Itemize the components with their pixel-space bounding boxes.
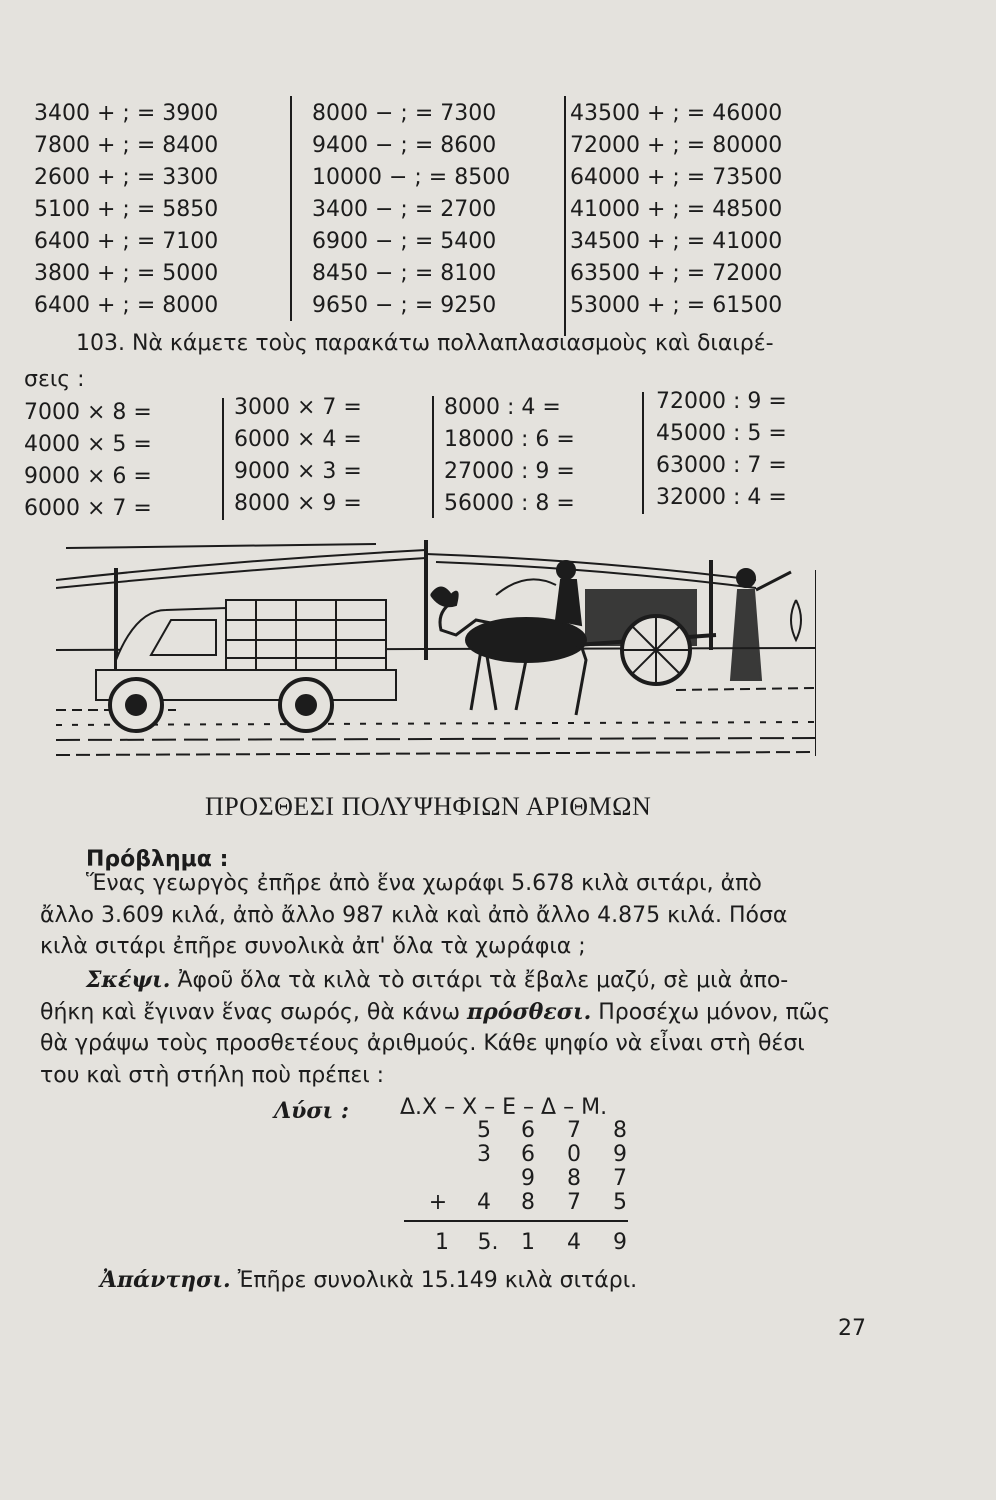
answer-line	[100, 1264, 637, 1297]
exercise-103-instruction-cont: σεις :	[24, 367, 85, 392]
exercise-col-1	[34, 98, 218, 322]
exercise-103-col-1	[24, 397, 152, 525]
exercise-col-3	[570, 98, 782, 322]
digit: 9	[613, 1230, 627, 1255]
exercise-row: 3000 × 7 =	[234, 395, 362, 420]
exercise-103-instruction: 103. Νὰ κάμετε τοὺς παρακάτω πολλαπλασιασμοὺς καὶ διαιρέ-	[76, 331, 774, 356]
thinking-text: Ἀφοῦ ὅλα τὰ κιλὰ τὸ σιτάρι τὰ ἔβαλε μαζύ, σὲ μιὰ ἀπο-	[177, 968, 789, 993]
exercise-row: 10000 − ; = 8500	[312, 165, 511, 190]
thinking-line-4: του καὶ στὴ στήλη ποὺ πρέπει :	[40, 1063, 385, 1088]
thinking-line-1	[86, 964, 788, 997]
exercise-row: 41000 + ; = 48500	[570, 197, 783, 222]
exercise-row: 45000 : 5 =	[656, 421, 787, 446]
digit: 7	[567, 1190, 581, 1215]
column-divider	[222, 398, 224, 520]
column-divider	[290, 96, 292, 321]
digit: 7	[567, 1118, 581, 1143]
exercise-row: 8000 − ; = 7300	[312, 101, 497, 126]
exercise-row: 8000 : 4 =	[444, 395, 561, 420]
exercise-row: 9650 − ; = 9250	[312, 293, 497, 318]
sum-line	[404, 1220, 628, 1222]
exercise-row: 9400 − ; = 8600	[312, 133, 497, 158]
exercise-row: 56000 : 8 =	[444, 491, 575, 516]
digit: 1	[521, 1230, 535, 1255]
column-divider	[564, 96, 566, 336]
exercise-row: 6900 − ; = 5400	[312, 229, 497, 254]
exercise-row: 9000 × 6 =	[24, 464, 152, 489]
digit: 9	[521, 1166, 535, 1191]
digit: 1	[435, 1230, 449, 1255]
thinking-text: Προσέχω μόνον, πῶς	[591, 1000, 831, 1025]
exercise-row: 6400 + ; = 7100	[34, 229, 219, 254]
exercise-row: 7000 × 8 =	[24, 400, 152, 425]
thinking-label: Σκέψι.	[86, 967, 171, 993]
digit: 5.	[477, 1230, 499, 1255]
section-title: ΠΡΟΣΘΕΣΙ ΠΟΛΥΨΗΦΙΩΝ ΑΡΙΘΜΩΝ	[205, 792, 652, 821]
digit: 8	[521, 1190, 535, 1215]
exercise-col-2	[312, 98, 510, 322]
exercise-row: 8000 × 9 =	[234, 491, 362, 516]
place-value-header: Δ.Χ – Χ – Ε – Δ – Μ.	[400, 1095, 608, 1120]
exercise-103-col-2	[234, 392, 362, 520]
exercise-103-col-3	[444, 392, 575, 520]
exercise-row: 2600 + ; = 3300	[34, 165, 219, 190]
digit: 6	[521, 1118, 535, 1143]
digit: 8	[613, 1118, 627, 1143]
plus-sign: +	[428, 1190, 448, 1215]
exercise-row: 72000 + ; = 80000	[570, 133, 783, 158]
digit: 6	[521, 1142, 535, 1167]
problem-text-line: κιλὰ σιτάρι ἐπῆρε συνολικὰ ἀπ' ὅλα τὰ χωράφια ;	[40, 934, 586, 959]
exercise-row: 64000 + ; = 73500	[570, 165, 783, 190]
exercise-row: 9000 × 3 =	[234, 459, 362, 484]
exercise-row: 63500 + ; = 72000	[570, 261, 783, 286]
digit: 4	[567, 1230, 581, 1255]
exercise-row: 8450 − ; = 8100	[312, 261, 497, 286]
solution-label	[274, 1095, 349, 1128]
digit: 9	[613, 1142, 627, 1167]
exercise-103-col-4	[656, 386, 787, 514]
digit: 4	[477, 1190, 491, 1215]
exercise-row: 6000 × 4 =	[234, 427, 362, 452]
exercise-row: 43500 + ; = 46000	[570, 101, 783, 126]
exercise-row: 3400 − ; = 2700	[312, 197, 497, 222]
problem-heading: Πρόβλημα :	[86, 847, 229, 872]
addition-calculation	[420, 1118, 640, 1258]
exercise-row: 27000 : 9 =	[444, 459, 575, 484]
exercise-row: 32000 : 4 =	[656, 485, 787, 510]
column-divider	[642, 392, 644, 514]
digit: 8	[567, 1166, 581, 1191]
problem-text-line: Ἕνας γεωργὸς ἐπῆρε ἀπὸ ἕνα χωράφι 5.678 κιλὰ σιτάρι, ἀπὸ	[86, 871, 762, 896]
digit: 5	[613, 1190, 627, 1215]
exercise-row: 7800 + ; = 8400	[34, 133, 219, 158]
exercise-row: 6400 + ; = 8000	[34, 293, 219, 318]
exercise-row: 18000 : 6 =	[444, 427, 575, 452]
thinking-line-3: θὰ γράψω τοὺς προσθετέους ἀριθμούς. Κάθε ψηφίο νὰ εἶναι στὴ θέσι	[40, 1031, 805, 1056]
digit: 5	[477, 1118, 491, 1143]
digit: 0	[567, 1142, 581, 1167]
solution-label-text: Λύσι :	[274, 1098, 349, 1124]
answer-label: Ἀπάντησι.	[100, 1267, 231, 1293]
page-number: 27	[838, 1316, 866, 1341]
exercise-row: 6000 × 7 =	[24, 496, 152, 521]
digit: 3	[477, 1142, 491, 1167]
column-divider	[432, 396, 434, 518]
exercise-row: 3400 + ; = 3900	[34, 101, 219, 126]
truck-and-horse-cart-illustration	[56, 540, 816, 766]
exercise-row: 34500 + ; = 41000	[570, 229, 783, 254]
exercise-row: 3800 + ; = 5000	[34, 261, 219, 286]
thinking-line-2	[40, 996, 830, 1029]
exercise-row: 53000 + ; = 61500	[570, 293, 783, 318]
exercise-row: 63000 : 7 =	[656, 453, 787, 478]
problem-text-line: ἄλλο 3.609 κιλά, ἀπὸ ἄλλο 987 κιλὰ καὶ ἀπὸ ἄλλο 4.875 κιλά. Πόσα	[40, 903, 788, 928]
thinking-text: θήκη καὶ ἔγιναν ἕνας σωρός, θὰ κάνω	[40, 1000, 468, 1025]
digit: 7	[613, 1166, 627, 1191]
exercise-row: 4000 × 5 =	[24, 432, 152, 457]
exercise-row: 5100 + ; = 5850	[34, 197, 219, 222]
answer-text: Ἐπῆρε συνολικὰ 15.149 κιλὰ σιτάρι.	[237, 1268, 638, 1293]
exercise-row: 72000 : 9 =	[656, 389, 787, 414]
thinking-emphasis: πρόσθεσι.	[467, 999, 592, 1025]
